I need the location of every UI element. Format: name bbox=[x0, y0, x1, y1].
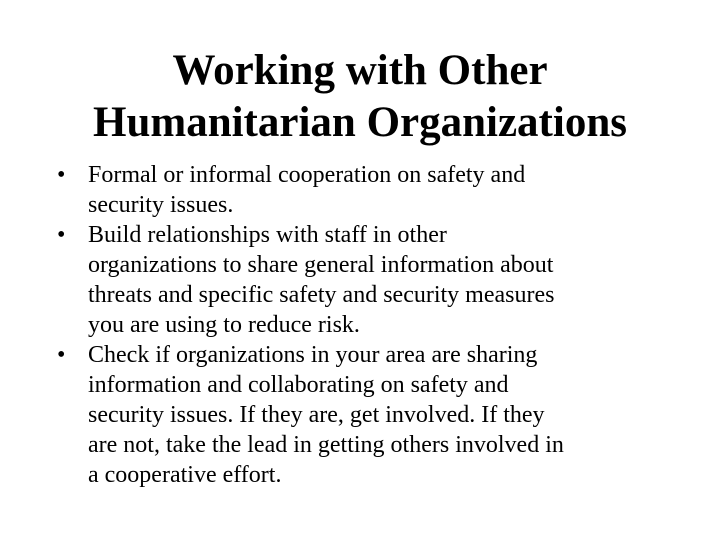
bullet-text-line: you are using to reduce risk. bbox=[88, 312, 360, 338]
bullet-list bbox=[57, 160, 657, 490]
slide-title bbox=[40, 45, 680, 149]
bullet-dot-icon: • bbox=[57, 342, 66, 368]
bullet-text-line: threats and specific safety and security measures bbox=[88, 282, 555, 308]
bullet-text-line: information and collaborating on safety and bbox=[88, 372, 509, 398]
bullet-text-line: Check if organizations in your area are sharing bbox=[88, 342, 538, 368]
title-line: Working with Other bbox=[172, 47, 548, 94]
bullet-text-line: organizations to share general information about bbox=[88, 252, 554, 278]
bullet-item bbox=[57, 160, 657, 220]
bullet-item bbox=[57, 220, 657, 340]
bullet-text-line: security issues. bbox=[88, 192, 234, 218]
bullet-item bbox=[57, 340, 657, 490]
bullet-text-line: are not, take the lead in getting others involved in bbox=[88, 432, 564, 458]
bullet-text-line: security issues. If they are, get involved. If they bbox=[88, 402, 545, 428]
bullet-text-line: Build relationships with staff in other bbox=[88, 222, 447, 248]
bullet-dot-icon: • bbox=[57, 162, 66, 188]
bullet-dot-icon: • bbox=[57, 222, 66, 248]
title-line: Humanitarian Organizations bbox=[93, 99, 627, 146]
bullet-text-line: Formal or informal cooperation on safety and bbox=[88, 162, 526, 188]
bullet-text-line: a cooperative effort. bbox=[88, 462, 282, 488]
